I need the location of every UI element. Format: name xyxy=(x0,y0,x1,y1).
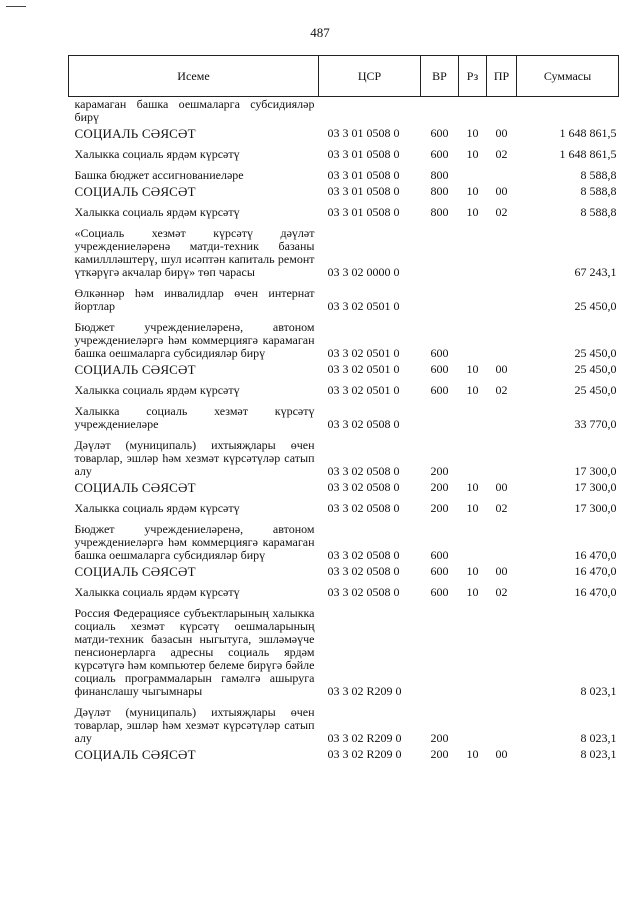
row-csr-cell: 03 3 02 0501 0 xyxy=(327,362,400,376)
header-csr: ЦСР xyxy=(319,56,421,97)
table-row xyxy=(69,747,619,763)
row-name-cell: Өлкәннәр һәм инвалидлар өчен интернат йортлар xyxy=(74,286,315,313)
row-rz-cell: 10 xyxy=(466,480,479,494)
table-row xyxy=(69,399,619,433)
row-csr-cell: 03 3 02 0508 0 xyxy=(327,417,400,431)
row-vr-cell: 600 xyxy=(430,362,449,376)
table-row xyxy=(69,564,619,580)
row-csr-cell: 03 3 01 0508 0 xyxy=(327,147,400,161)
row-rz-cell xyxy=(459,433,487,480)
row-name-cell: Халыкка социаль ярдәм күрсәтү xyxy=(74,501,240,515)
row-rz-cell xyxy=(459,281,487,315)
header-vr: ВР xyxy=(421,56,459,97)
row-csr-cell: 03 3 02 0508 0 xyxy=(327,501,400,515)
table-row xyxy=(69,362,619,378)
row-csr-cell xyxy=(319,97,421,127)
row-sum-cell: 33 770,0 xyxy=(574,417,617,431)
row-vr-cell: 600 xyxy=(430,564,449,578)
row-sum-cell: 67 243,1 xyxy=(574,265,617,279)
row-pr-cell xyxy=(487,601,517,700)
row-pr-cell: 00 xyxy=(495,564,508,578)
row-pr-cell xyxy=(487,281,517,315)
row-rz-cell xyxy=(459,163,487,184)
row-sum-cell: 25 450,0 xyxy=(574,299,617,313)
table-row xyxy=(69,601,619,700)
row-name-cell: СОЦИАЛЬ СӘЯСӘТ xyxy=(74,362,196,377)
row-sum-cell: 17 300,0 xyxy=(574,464,617,478)
row-sum-cell: 16 470,0 xyxy=(574,548,617,562)
row-pr-cell: 00 xyxy=(495,480,508,494)
row-pr-cell xyxy=(487,163,517,184)
row-name-cell: Башка бюджет ассигнованиеләре xyxy=(74,168,244,182)
row-vr-cell xyxy=(421,601,459,700)
row-vr-cell: 600 xyxy=(430,126,449,140)
row-csr-cell: 03 3 02 R209 0 xyxy=(327,747,402,761)
row-name-cell: Халыкка социаль хезмәт күрсәтү учреждениеләре xyxy=(74,404,315,431)
row-vr-cell xyxy=(421,221,459,281)
row-name-cell: Бюджет учреждениеләренә, автоном учреждениеләргә һәм коммерциягә карамаган башка оешмаларга субсидияләр бирү xyxy=(74,522,315,562)
row-vr-cell: 800 xyxy=(430,205,449,219)
table-row xyxy=(69,221,619,281)
row-pr-cell xyxy=(487,700,517,747)
table-row xyxy=(69,580,619,601)
row-name-cell: Россия Федерациясе субъектларының халыкка социаль хезмәт күрсәтү оешмаларының матди-техник базасын ныгытуга, эшләмәүче пенсионерларга адресны социаль ярдәм күрсәтүгә һәм компьютер белеме бирүгә бәйле социаль программаларын гамәлгә ашыруга финанслашу чыгымнары xyxy=(74,606,315,698)
row-name-cell: СОЦИАЛЬ СӘЯСӘТ xyxy=(74,126,196,141)
table-row xyxy=(69,378,619,399)
row-name-cell: Халыкка социаль ярдәм күрсәтү xyxy=(74,147,240,161)
row-rz-cell: 10 xyxy=(466,747,479,761)
row-csr-cell: 03 3 02 0508 0 xyxy=(327,585,400,599)
row-rz-cell: 10 xyxy=(466,184,479,198)
row-rz-cell xyxy=(459,399,487,433)
row-name-cell: Дәүләт (муниципаль) ихтыяҗлары өчен товарлар, эшләр һәм хезмәт күрсәтүләр сатып алу xyxy=(74,705,315,745)
table-row xyxy=(69,126,619,142)
row-vr-cell: 800 xyxy=(430,184,449,198)
row-sum-cell: 8 023,1 xyxy=(580,684,617,698)
table-row xyxy=(69,315,619,362)
table-body xyxy=(69,97,619,764)
row-vr-cell xyxy=(421,399,459,433)
row-pr-cell xyxy=(487,97,517,127)
table-row xyxy=(69,142,619,163)
row-rz-cell: 10 xyxy=(466,501,479,515)
table-row xyxy=(69,200,619,221)
row-rz-cell xyxy=(459,601,487,700)
row-rz-cell xyxy=(459,700,487,747)
table-row xyxy=(69,97,619,127)
row-vr-cell: 600 xyxy=(430,585,449,599)
row-pr-cell xyxy=(487,315,517,362)
row-vr-cell: 200 xyxy=(430,747,449,761)
row-vr-cell: 200 xyxy=(430,480,449,494)
row-sum-cell: 1 648 861,5 xyxy=(559,147,617,161)
budget-table xyxy=(68,55,619,763)
row-name-cell: СОЦИАЛЬ СӘЯСӘТ xyxy=(74,480,196,495)
row-rz-cell: 10 xyxy=(466,126,479,140)
row-vr-cell: 200 xyxy=(430,501,449,515)
row-pr-cell xyxy=(487,517,517,564)
row-rz-cell xyxy=(459,517,487,564)
row-sum-cell: 25 450,0 xyxy=(574,383,617,397)
row-csr-cell: 03 3 02 R209 0 xyxy=(327,731,402,745)
row-csr-cell: 03 3 02 0508 0 xyxy=(327,480,400,494)
row-csr-cell: 03 3 02 0508 0 xyxy=(327,464,400,478)
row-name-cell: СОЦИАЛЬ СӘЯСӘТ xyxy=(74,747,196,762)
row-pr-cell: 02 xyxy=(495,585,508,599)
row-csr-cell: 03 3 02 0501 0 xyxy=(327,299,400,313)
row-sum-cell: 8 023,1 xyxy=(580,731,617,745)
row-csr-cell: 03 3 02 0508 0 xyxy=(327,548,400,562)
table-row xyxy=(69,517,619,564)
row-pr-cell xyxy=(487,221,517,281)
row-vr-cell: 600 xyxy=(430,346,449,360)
table-row xyxy=(69,184,619,200)
row-rz-cell xyxy=(459,315,487,362)
table-row xyxy=(69,163,619,184)
row-csr-cell: 03 3 02 0501 0 xyxy=(327,383,400,397)
row-vr-cell: 600 xyxy=(430,548,449,562)
row-csr-cell: 03 3 01 0508 0 xyxy=(327,126,400,140)
table-row xyxy=(69,281,619,315)
row-rz-cell: 10 xyxy=(466,564,479,578)
row-name-cell: Бюджет учреждениеләренә, автоном учреждениеләргә һәм коммерциягә карамаган башка оешмаларга субсидияләр бирү xyxy=(74,320,315,360)
table-row xyxy=(69,433,619,480)
row-rz-cell: 10 xyxy=(466,383,479,397)
row-csr-cell: 03 3 02 0508 0 xyxy=(327,564,400,578)
row-sum-cell: 25 450,0 xyxy=(574,346,617,360)
row-pr-cell: 02 xyxy=(495,147,508,161)
row-csr-cell: 03 3 01 0508 0 xyxy=(327,184,400,198)
row-rz-cell xyxy=(459,97,487,127)
row-csr-cell: 03 3 01 0508 0 xyxy=(327,205,400,219)
row-name-cell: «Социаль хезмәт күрсәтү дәүләт учреждениеләренә матди-техник базаны камиллләштерү, шул исәптән капиталь ремонт үткәрүгә акчалар бирү» төп чарасы xyxy=(74,226,315,279)
row-sum-cell: 17 300,0 xyxy=(574,501,617,515)
row-sum-cell: 16 470,0 xyxy=(574,585,617,599)
row-pr-cell: 02 xyxy=(495,205,508,219)
row-pr-cell: 00 xyxy=(495,126,508,140)
row-pr-cell: 02 xyxy=(495,501,508,515)
row-name-cell: Халыкка социаль ярдәм күрсәтү xyxy=(74,585,240,599)
row-csr-cell: 03 3 01 0508 0 xyxy=(327,168,400,182)
row-pr-cell xyxy=(487,399,517,433)
row-name-cell: Халыкка социаль ярдәм күрсәтү xyxy=(74,383,240,397)
row-sum-cell: 25 450,0 xyxy=(574,362,617,376)
row-sum-cell: 8 588,8 xyxy=(580,168,617,182)
row-vr-cell xyxy=(421,97,459,127)
row-rz-cell xyxy=(459,221,487,281)
row-csr-cell: 03 3 02 0000 0 xyxy=(327,265,400,279)
row-rz-cell: 10 xyxy=(466,362,479,376)
corner-rule xyxy=(6,6,26,7)
table-row xyxy=(69,496,619,517)
row-rz-cell: 10 xyxy=(466,205,479,219)
row-csr-cell: 03 3 02 0501 0 xyxy=(327,346,400,360)
row-vr-cell: 600 xyxy=(430,147,449,161)
row-vr-cell: 200 xyxy=(430,464,449,478)
row-sum-cell: 8 588,8 xyxy=(580,205,617,219)
row-pr-cell: 02 xyxy=(495,383,508,397)
row-sum-cell: 16 470,0 xyxy=(574,564,617,578)
row-vr-cell: 600 xyxy=(430,383,449,397)
row-name-cell: СОЦИАЛЬ СӘЯСӘТ xyxy=(74,184,196,199)
row-rz-cell: 10 xyxy=(466,147,479,161)
header-name: Исеме xyxy=(69,56,319,97)
row-rz-cell: 10 xyxy=(466,585,479,599)
row-pr-cell: 00 xyxy=(495,747,508,761)
row-name-cell: СОЦИАЛЬ СӘЯСӘТ xyxy=(74,564,196,579)
row-pr-cell: 00 xyxy=(495,184,508,198)
row-pr-cell: 00 xyxy=(495,362,508,376)
table-header-row xyxy=(69,56,619,97)
row-sum-cell: 17 300,0 xyxy=(574,480,617,494)
header-rz: Рз xyxy=(459,56,487,97)
row-vr-cell: 200 xyxy=(430,731,449,745)
row-sum-cell: 8 588,8 xyxy=(580,184,617,198)
row-sum-cell: 8 023,1 xyxy=(580,747,617,761)
table-row xyxy=(69,480,619,496)
table-row xyxy=(69,700,619,747)
header-sum: Суммасы xyxy=(517,56,619,97)
row-vr-cell: 800 xyxy=(430,168,449,182)
row-vr-cell xyxy=(421,281,459,315)
row-pr-cell xyxy=(487,433,517,480)
row-name-cell: Халыкка социаль ярдәм күрсәтү xyxy=(74,205,240,219)
header-pr: ПР xyxy=(487,56,517,97)
row-name-cell: Дәүләт (муниципаль) ихтыяҗлары өчен товарлар, эшләр һәм хезмәт күрсәтүләр сатып алу xyxy=(74,438,315,478)
row-csr-cell: 03 3 02 R209 0 xyxy=(327,684,402,698)
row-sum-cell xyxy=(517,97,619,127)
page-number: 487 xyxy=(310,25,330,40)
row-sum-cell: 1 648 861,5 xyxy=(559,126,617,140)
row-name-cell: карамаган башка оешмаларга субсидияләр бирү xyxy=(74,97,315,124)
